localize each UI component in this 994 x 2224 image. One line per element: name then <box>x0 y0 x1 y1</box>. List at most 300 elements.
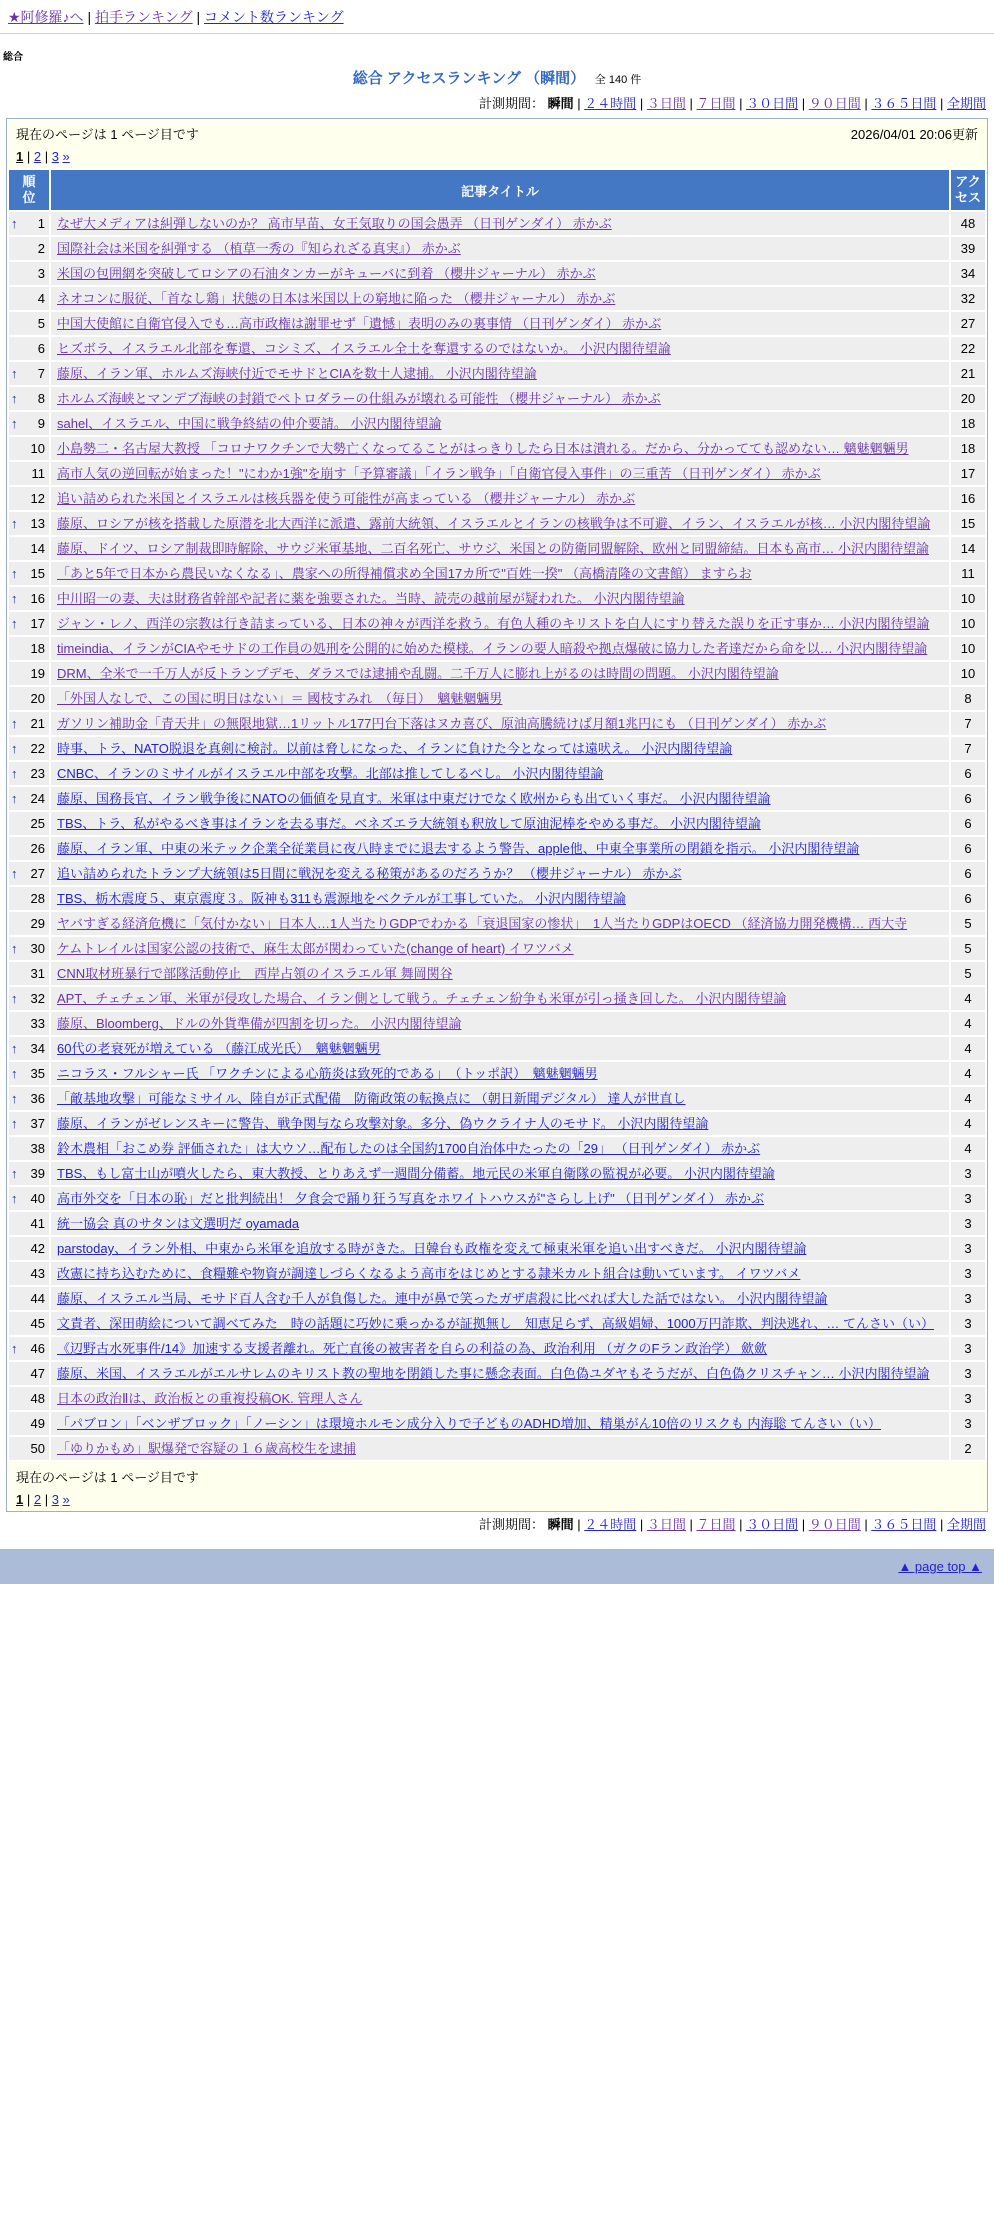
rank-number: 7 <box>37 366 45 381</box>
access-count: 17 <box>951 462 985 485</box>
article-link[interactable]: 統一協会 真のサタンは文選明だ oyamada <box>57 1216 300 1231</box>
article-link[interactable]: APT、チェチェン軍、米軍が侵攻した場合、イラン側として戦う。チェチェン紛争も米軍が引っ掻き回した。 小沢内閣待望論 <box>57 991 787 1006</box>
rank-cell <box>9 987 49 1010</box>
separator: | <box>735 96 747 111</box>
page-top-link[interactable]: ▲ page top ▲ <box>898 1559 982 1574</box>
table-row <box>9 962 985 985</box>
title-cell <box>51 562 949 585</box>
rank-number: 49 <box>30 1416 45 1431</box>
table-row <box>9 1237 985 1260</box>
rank-number: 12 <box>30 491 45 506</box>
rank-number: 21 <box>30 716 45 731</box>
rank-cell <box>9 812 49 835</box>
article-link[interactable]: 時事、トラ、NATO脱退を真剣に検討。以前は脅しになった、イランに負けた今となっては遠吠え。 小沢内閣待望論 <box>57 741 733 756</box>
rank-number: 45 <box>30 1316 45 1331</box>
title-cell <box>51 1212 949 1235</box>
article-link[interactable]: 改憲に持ち込むために、食糧難や物資が調達しづらくなるよう高市をはじめとする隷米カルト組合は動いています。 イワツバメ <box>57 1266 801 1281</box>
title-cell <box>51 737 949 760</box>
table-row <box>9 562 985 585</box>
access-count: 10 <box>951 587 985 610</box>
period-selector <box>0 91 994 116</box>
table-row <box>9 362 985 385</box>
up-arrow-icon: ↑ <box>11 991 18 1006</box>
up-arrow-icon: ↑ <box>11 416 18 431</box>
access-count: 8 <box>951 687 985 710</box>
table-row <box>9 1212 985 1235</box>
top-nav-link[interactable]: ★阿修羅♪へ <box>8 9 84 25</box>
title-cell <box>51 962 949 985</box>
rank-number: 29 <box>30 916 45 931</box>
table-row <box>9 387 985 410</box>
rank-cell <box>9 287 49 310</box>
access-count: 5 <box>951 937 985 960</box>
table-row <box>9 587 985 610</box>
rank-cell <box>9 837 49 860</box>
rank-cell <box>9 512 49 535</box>
top-nav <box>0 0 994 34</box>
bottom-spacer <box>0 1584 994 1618</box>
category-label: 総合 <box>3 52 23 63</box>
article-link[interactable]: 追い詰められた米国とイスラエルは核兵器を使う可能性が高まっている （櫻井ジャーナル） 赤かぶ <box>57 491 636 506</box>
access-count: 4 <box>951 1037 985 1060</box>
top-nav-link[interactable]: 拍手ランキング <box>94 9 193 25</box>
article-link[interactable]: 藤原、イラン軍、中東の米テック企業全従業員に夜八時までに退去するよう警告、apple他、中東全事業所の閉鎖を指示。 小沢内閣待望論 <box>57 841 860 856</box>
article-link[interactable]: sahel、イスラエル、中国に戦争終結の仲介要請。 小沢内閣待望論 <box>57 416 442 431</box>
table-row <box>9 437 985 460</box>
access-count: 6 <box>951 812 985 835</box>
table-row <box>9 1412 985 1435</box>
article-link[interactable]: 60代の老衰死が増えている （藤江成光氏） 魑魅魍魎男 <box>57 1041 381 1056</box>
table-row <box>9 837 985 860</box>
table-row <box>9 1287 985 1310</box>
title-cell <box>51 1037 949 1060</box>
up-arrow-icon: ↑ <box>11 1041 18 1056</box>
title-cell <box>51 1062 949 1085</box>
rank-number: 17 <box>30 616 45 631</box>
article-link[interactable]: ヤバすぎる経済危機に「気付かない」日本人…1人当たりGDPでわかる「衰退国家の惨状」 1人当たりGDPはOECD （経済協力開発機構… 西大寺 <box>57 916 908 931</box>
pagination-next-link[interactable]: » <box>62 1492 70 1507</box>
access-count: 6 <box>951 837 985 860</box>
pagination-current[interactable]: 1 <box>16 149 24 164</box>
table-row <box>9 1162 985 1185</box>
rank-cell <box>9 1262 49 1285</box>
access-count: 5 <box>951 912 985 935</box>
rank-number: 50 <box>30 1441 45 1456</box>
rank-cell <box>9 662 49 685</box>
rank-number: 10 <box>30 441 45 456</box>
pagination-next-link[interactable]: » <box>62 149 70 164</box>
rank-column-header: 順位 <box>9 170 49 210</box>
up-arrow-icon: ↑ <box>11 591 18 606</box>
rank-cell <box>9 537 49 560</box>
article-link[interactable]: ガソリン補助金「青天井」の無限地獄…1リットル177円台下落はヌカ喜び、原油高騰続けば月額1兆円にも （日刊ゲンダイ） 赤かぶ <box>57 716 827 731</box>
table-row <box>9 1437 985 1460</box>
access-count: 3 <box>951 1237 985 1260</box>
article-link[interactable]: timeindia、イランがCIAやモサドの工作員の処刑を公開的に始めた模様。イランの要人暗殺や拠点爆破に協力した者達だから命を以… 小沢内閣待望論 <box>57 641 928 656</box>
title-cell <box>51 1337 949 1360</box>
access-count: 39 <box>951 237 985 260</box>
article-link[interactable]: ホルムズ海峡とマンデブ海峡の封鎖でペトロダラーの仕組みが壊れる可能性 （櫻井ジャーナル） 赤かぶ <box>57 391 661 406</box>
up-arrow-icon: ↑ <box>11 766 18 781</box>
period-label: 計測期間： <box>478 1517 548 1532</box>
article-link[interactable]: 「外国人なしで、この国に明日はない」＝ 國枝すみれ （毎日） 魑魅魍魎男 <box>57 691 503 706</box>
title-cell <box>51 1087 949 1110</box>
rank-cell <box>9 1162 49 1185</box>
rank-cell <box>9 1212 49 1235</box>
table-row <box>9 787 985 810</box>
article-link[interactable]: 藤原、イラン軍、ホルムズ海峡付近でモサドとCIAを数十人逮捕。 小沢内閣待望論 <box>57 366 537 381</box>
article-link[interactable]: ニコラス・フルシャー氏 「ワクチンによる心筋炎は致死的である」 （トッポ訳） 魑魅魍魎男 <box>57 1066 598 1081</box>
title-cell <box>51 1187 949 1210</box>
article-link[interactable]: DRM、全米で一千万人が反トランプデモ、ダラスでは逮捕や乱闘。二千万人に膨れ上がるのは時間の問題。 小沢内閣待望論 <box>57 666 779 681</box>
article-link[interactable]: 藤原、国務長官、イラン戦争後にNATOの価値を見直す。米軍は中東だけでなく欧州からも出ていく事だ。 小沢内閣待望論 <box>57 791 771 806</box>
up-arrow-icon: ↑ <box>11 391 18 406</box>
table-row <box>9 937 985 960</box>
separator: | <box>192 9 204 25</box>
article-link[interactable]: 「あと5年で日本から農民いなくなる」、農家への所得補償求め全国17カ所で"百姓一揆" （高橋清隆の文書館） ますらお <box>57 566 752 581</box>
article-link[interactable]: 中国大使館に自衛官侵入でも…高市政権は謝罪せず「遺憾」表明のみの裏事情 （日刊ゲンダイ） 赤かぶ <box>57 316 662 331</box>
up-arrow-icon: ↑ <box>11 941 18 956</box>
separator: | <box>685 1517 697 1532</box>
rank-cell <box>9 562 49 585</box>
rank-number: 28 <box>30 891 45 906</box>
rank-cell <box>9 1362 49 1385</box>
rank-number: 20 <box>30 691 45 706</box>
title-cell <box>51 587 949 610</box>
up-arrow-icon: ↑ <box>11 1066 18 1081</box>
ranking-table-body <box>9 212 985 1460</box>
access-count: 6 <box>951 887 985 910</box>
article-link[interactable]: 国際社会は米国を糾弾する （植草一秀の『知られざる真実』） 赤かぶ <box>57 241 461 256</box>
article-link[interactable]: TBS、栃木震度５、東京震度３。阪神も311も震源地をベクテルが工事していた。 小沢内閣待望論 <box>57 891 626 906</box>
pagination-link[interactable]: 3 <box>51 149 59 164</box>
pagination-link[interactable]: 2 <box>33 1492 42 1507</box>
separator: | <box>860 1517 872 1532</box>
table-row <box>9 1312 985 1335</box>
rank-cell <box>9 1062 49 1085</box>
period-link[interactable]: ２４時間 <box>584 1517 637 1532</box>
title-column-header: 記事タイトル <box>51 170 949 210</box>
article-link[interactable]: 日本の政治Ⅱは、政治板との重複投稿OK. 管理人さん <box>57 1391 363 1406</box>
article-link[interactable]: 米国の包囲網を突破してロシアの石油タンカーがキューバに到着 （櫻井ジャーナル） 赤かぶ <box>57 266 596 281</box>
table-row <box>9 1387 985 1410</box>
rank-number: 9 <box>37 416 45 431</box>
period-link[interactable]: ２４時間 <box>584 96 637 111</box>
rank-cell <box>9 212 49 235</box>
period-link[interactable]: ３日間 <box>646 1517 686 1532</box>
up-arrow-icon: ↑ <box>11 616 18 631</box>
article-link[interactable]: 藤原、ドイツ、ロシア制裁即時解除、サウジ米軍基地、二百名死亡、サウジ、米国との防衛同盟解除、欧州と同盟締結。日本も高市… 小沢内閣待望論 <box>57 541 930 556</box>
article-link[interactable]: 鈴木農相「おこめ券 評価された」は大ウソ…配布したのは全国約1700自治体中たったの「29」 （日刊ゲンダイ） 赤かぶ <box>57 1141 761 1156</box>
rank-cell <box>9 587 49 610</box>
up-arrow-icon: ↑ <box>11 516 18 531</box>
article-link[interactable]: CNN取材班暴行で部隊活動停止 西岸占領のイスラエル軍 舞岡関谷 <box>57 966 453 981</box>
table-row <box>9 662 985 685</box>
separator: | <box>860 96 872 111</box>
table-row <box>9 1112 985 1135</box>
title-cell <box>51 887 949 910</box>
title-cell <box>51 537 949 560</box>
separator: | <box>23 1492 34 1507</box>
separator: | <box>41 1492 52 1507</box>
rank-number: 22 <box>30 741 45 756</box>
rank-number: 48 <box>30 1391 45 1406</box>
access-count: 6 <box>951 787 985 810</box>
table-row <box>9 412 985 435</box>
title-cell <box>51 1162 949 1185</box>
rank-number: 8 <box>37 391 45 406</box>
rank-cell <box>9 1087 49 1110</box>
access-count: 27 <box>951 312 985 335</box>
access-count: 4 <box>951 1087 985 1110</box>
access-count: 21 <box>951 362 985 385</box>
rank-number: 38 <box>30 1141 45 1156</box>
period-link[interactable]: 全期間 <box>946 1517 986 1532</box>
rank-number: 31 <box>30 966 45 981</box>
period-link[interactable]: ９０日間 <box>808 1517 861 1532</box>
access-count: 3 <box>951 1362 985 1385</box>
period-link[interactable]: ９０日間 <box>808 96 861 111</box>
table-row <box>9 887 985 910</box>
title-cell <box>51 862 949 885</box>
rank-number: 23 <box>30 766 45 781</box>
rank-number: 40 <box>30 1191 45 1206</box>
up-arrow-icon: ↑ <box>11 1191 18 1206</box>
rank-cell <box>9 337 49 360</box>
article-link[interactable]: 藤原、イランがゼレンスキーに警告、戦争関与なら攻撃対象。多分、偽ウクライナ人のモサド。 小沢内閣待望論 <box>57 1116 709 1131</box>
page-info: 現在のページは 1 ページ目です <box>16 127 199 142</box>
title-cell <box>51 237 949 260</box>
period-link[interactable]: ３日間 <box>646 96 686 111</box>
table-row <box>9 212 985 235</box>
table-row <box>9 312 985 335</box>
rank-cell <box>9 1412 49 1435</box>
title-cell <box>51 612 949 635</box>
article-link[interactable]: 「敵基地攻撃」可能なミサイル、陸自が正式配備 防衛政策の転換点に （朝日新聞デジタル） 達人が世直し <box>57 1091 686 1106</box>
title-cell <box>51 762 949 785</box>
period-selector-bottom <box>0 1512 994 1537</box>
rank-number: 14 <box>30 541 45 556</box>
table-row <box>9 537 985 560</box>
access-count: 7 <box>951 712 985 735</box>
current-period: 瞬間 <box>547 1517 574 1532</box>
rank-number: 11 <box>31 466 45 481</box>
access-count: 3 <box>951 1287 985 1310</box>
article-link[interactable]: 「パブロン」「ベンザブロック」「ノーシン」は環境ホルモン成分入りで子どものADHD増加、精巣がん10倍のリスクも 内海聡 てんさい（い） <box>57 1416 882 1431</box>
title-cell <box>51 837 949 860</box>
up-arrow-icon: ↑ <box>11 216 18 231</box>
separator: | <box>685 96 697 111</box>
title-cell <box>51 787 949 810</box>
access-count: 10 <box>951 637 985 660</box>
title-cell <box>51 1112 949 1135</box>
article-link[interactable]: 追い詰められたトランプ大統領は5日間に戦況を変える秘策があるのだろうか？ （櫻井ジャーナル） 赤かぶ <box>57 866 682 881</box>
up-arrow-icon: ↑ <box>11 366 18 381</box>
rank-cell <box>9 437 49 460</box>
access-count: 18 <box>951 412 985 435</box>
rank-number: 44 <box>30 1291 45 1306</box>
article-link[interactable]: CNBC、イランのミサイルがイスラエル中部を攻撃。北部は推してしるべし。 小沢内閣待望論 <box>57 766 604 781</box>
article-link[interactable]: ネオコンに服従、「首なし鶏」状態の日本は米国以上の窮地に陥った （櫻井ジャーナル） 赤かぶ <box>57 291 616 306</box>
rank-number: 25 <box>30 816 45 831</box>
title-cell <box>51 1287 949 1310</box>
table-row <box>9 337 985 360</box>
rank-cell <box>9 1287 49 1310</box>
list-header-strip <box>7 119 987 168</box>
top-nav-link[interactable]: コメント数ランキング <box>204 9 344 25</box>
period-link[interactable]: 全期間 <box>946 96 986 111</box>
article-link[interactable]: ジャン・レノ、西洋の宗教は行き詰まっている、日本の神々が西洋を救う。有色人種のキリストを白人にすり替えた誤りを正す事か… 小沢内閣待望論 <box>57 616 930 631</box>
separator: | <box>573 1517 585 1532</box>
up-arrow-icon: ↑ <box>11 566 18 581</box>
title-cell <box>51 1362 949 1385</box>
access-count: 20 <box>951 387 985 410</box>
up-arrow-icon: ↑ <box>11 1166 18 1181</box>
title-cell <box>51 1137 949 1160</box>
period-link[interactable]: ３６５日間 <box>871 96 937 111</box>
access-count: 7 <box>951 737 985 760</box>
title-cell <box>51 1312 949 1335</box>
table-row <box>9 1337 985 1360</box>
title-cell <box>51 662 949 685</box>
article-link[interactable]: 藤原、Bloomberg、ドルの外貨準備が四割を切った。 小沢内閣待望論 <box>57 1016 462 1031</box>
table-row <box>9 487 985 510</box>
table-row <box>9 462 985 485</box>
table-row <box>9 762 985 785</box>
title-cell <box>51 1237 949 1260</box>
access-count: 4 <box>951 1012 985 1035</box>
article-link[interactable]: TBS、トラ、私がやるべき事はイランを去る事だ。ベネズエラ大統領も釈放して原油泥棒をやめる事だ。 小沢内閣待望論 <box>57 816 761 831</box>
period-link[interactable]: ３６５日間 <box>871 1517 937 1532</box>
article-link[interactable]: 藤原、ロシアが核を搭載した原潜を北大西洋に派遣、露前大統領、イスラエルとイランの核戦争は不可避、イラン、イスラエルが核… 小沢内閣待望論 <box>57 516 931 531</box>
table-row <box>9 862 985 885</box>
rank-number: 19 <box>30 666 45 681</box>
rank-cell <box>9 387 49 410</box>
access-count: 18 <box>951 437 985 460</box>
rank-cell <box>9 1112 49 1135</box>
table-row <box>9 912 985 935</box>
rank-number: 47 <box>30 1366 45 1381</box>
list-footer-strip <box>7 1462 987 1511</box>
rank-cell <box>9 712 49 735</box>
table-row <box>9 262 985 285</box>
access-count: 6 <box>951 762 985 785</box>
table-row <box>9 237 985 260</box>
title-cell <box>51 512 949 535</box>
rank-cell <box>9 412 49 435</box>
article-link[interactable]: 藤原、イスラエル当局、モサド百人含む千人が負傷した。連中が鼻で笑ったガザ虐殺に比べれば大した話ではない。 小沢内閣待望論 <box>57 1291 828 1306</box>
article-link[interactable]: parstoday、イラン外相、中東から米軍を追放する時がきた。日韓台も政権を変えて極東米軍を追い出すべきだ。 小沢内閣待望論 <box>57 1241 807 1256</box>
period-link[interactable]: ７日間 <box>696 96 736 111</box>
table-row <box>9 1062 985 1085</box>
separator: | <box>798 96 809 111</box>
separator: | <box>573 96 585 111</box>
rank-cell <box>9 1437 49 1460</box>
separator: | <box>41 149 52 164</box>
article-link[interactable]: 小島勢二・名古屋大教授 「コロナワクチンで大勢亡くなってることがはっきりしたら日本は潰れる。だから、分かってても認めない… 魑魅魍魎男 <box>57 441 909 456</box>
up-arrow-icon: ↑ <box>11 791 18 806</box>
rank-number: 34 <box>30 1041 45 1056</box>
rank-cell <box>9 1312 49 1335</box>
rank-number: 1 <box>37 216 45 231</box>
article-link[interactable]: ケムトレイルは国家公認の技術で、麻生太郎が関わっていた(change of heart) イワツバメ <box>57 941 574 956</box>
title-cell <box>51 987 949 1010</box>
access-count: 3 <box>951 1337 985 1360</box>
article-link[interactable]: TBS、もし富士山が噴火したら、東大教授、とりあえず一週間分備蓄。地元民の米軍自衛隊の監視が必要。 小沢内閣待望論 <box>57 1166 775 1181</box>
article-link[interactable]: 中川昭一の妻、夫は財務省幹部や記者に薬を強要された。当時、読売の越前屋が疑われた。 小沢内閣待望論 <box>57 591 685 606</box>
rank-cell <box>9 937 49 960</box>
article-link[interactable]: 文責者、深田萌絵について調べてみた 時の話題に巧妙に乗っかるが証拠無し 知恵足らず、高級娼婦、1000万円詐欺、判決逃れ、… てんさい（い） <box>57 1316 935 1331</box>
article-link[interactable]: 《辺野古水死事件/14》加速する支援者離れ。死亡直後の被害者を自らの利益の為、政治利用 （ガクのFラン政治学） 歛歛 <box>57 1341 768 1356</box>
pagination-link[interactable]: 2 <box>33 149 42 164</box>
separator: | <box>936 1517 947 1532</box>
access-count: 3 <box>951 1312 985 1335</box>
page-top-bar <box>0 1549 994 1584</box>
article-link[interactable]: 藤原、米国、イスラエルがエルサレムのキリスト教の聖地を閉鎖した事に懸念表面。白色偽ユダヤもそうだが、白色偽クリスチャン… 小沢内閣待望論 <box>57 1366 930 1381</box>
title-cell <box>51 337 949 360</box>
rank-cell <box>9 612 49 635</box>
title-cell <box>51 637 949 660</box>
article-link[interactable]: 高市外交を「日本の恥」だと批判続出！ 夕食会で踊り狂う写真をホワイトハウスが"さらし上げ" （日刊ゲンダイ） 赤かぶ <box>57 1191 764 1206</box>
access-count: 10 <box>951 612 985 635</box>
rank-number: 35 <box>30 1066 45 1081</box>
pagination <box>16 149 978 164</box>
access-count: 48 <box>951 212 985 235</box>
table-row <box>9 612 985 635</box>
rank-cell <box>9 1237 49 1260</box>
access-count: 10 <box>951 662 985 685</box>
article-link[interactable]: 高市人気の逆回転が始まった！"にわか1強"を崩す「予算審議」「イラン戦争」「自衛官侵入事件」の三重苦 （日刊ゲンダイ） 赤かぶ <box>57 466 821 481</box>
table-row <box>9 1362 985 1385</box>
rank-cell <box>9 787 49 810</box>
rank-number: 33 <box>30 1016 45 1031</box>
rank-number: 16 <box>30 591 45 606</box>
rank-cell <box>9 237 49 260</box>
title-cell <box>51 262 949 285</box>
title-cell <box>51 362 949 385</box>
pagination-current[interactable]: 1 <box>16 1492 24 1507</box>
up-arrow-icon: ↑ <box>11 716 18 731</box>
title-cell <box>51 387 949 410</box>
period-link[interactable]: ７日間 <box>696 1517 736 1532</box>
rank-cell <box>9 887 49 910</box>
access-count: 2 <box>951 1437 985 1460</box>
rank-cell <box>9 487 49 510</box>
access-count: 3 <box>951 1412 985 1435</box>
article-link[interactable]: なぜ大メディアは糾弾しないのか？ 高市早苗、女王気取りの国会愚弄 （日刊ゲンダイ） 赤かぶ <box>57 216 612 231</box>
period-link[interactable]: ３０日間 <box>746 96 799 111</box>
rank-cell <box>9 262 49 285</box>
table-header-row <box>9 170 985 210</box>
table-row <box>9 1137 985 1160</box>
rank-number: 36 <box>30 1091 45 1106</box>
article-link[interactable]: ヒズボラ、イスラエル北部を奪還、コシミズ、イスラエル全土を奪還するのではないか。 小沢内閣待望論 <box>57 341 671 356</box>
rank-number: 26 <box>30 841 45 856</box>
pagination-link[interactable]: 3 <box>51 1492 59 1507</box>
pagination-bottom <box>16 1492 978 1507</box>
title-cell <box>51 437 949 460</box>
period-link[interactable]: ３０日間 <box>746 1517 799 1532</box>
access-count: 4 <box>951 1062 985 1085</box>
rank-number: 41 <box>30 1216 45 1231</box>
title-cell <box>51 937 949 960</box>
title-cell <box>51 687 949 710</box>
separator: | <box>83 9 95 25</box>
rank-number: 32 <box>30 991 45 1006</box>
rank-number: 18 <box>30 641 45 656</box>
article-link[interactable]: 「ゆりかもめ」駅爆発で容疑の１６歳高校生を逮捕 <box>57 1441 357 1456</box>
rank-number: 42 <box>30 1241 45 1256</box>
